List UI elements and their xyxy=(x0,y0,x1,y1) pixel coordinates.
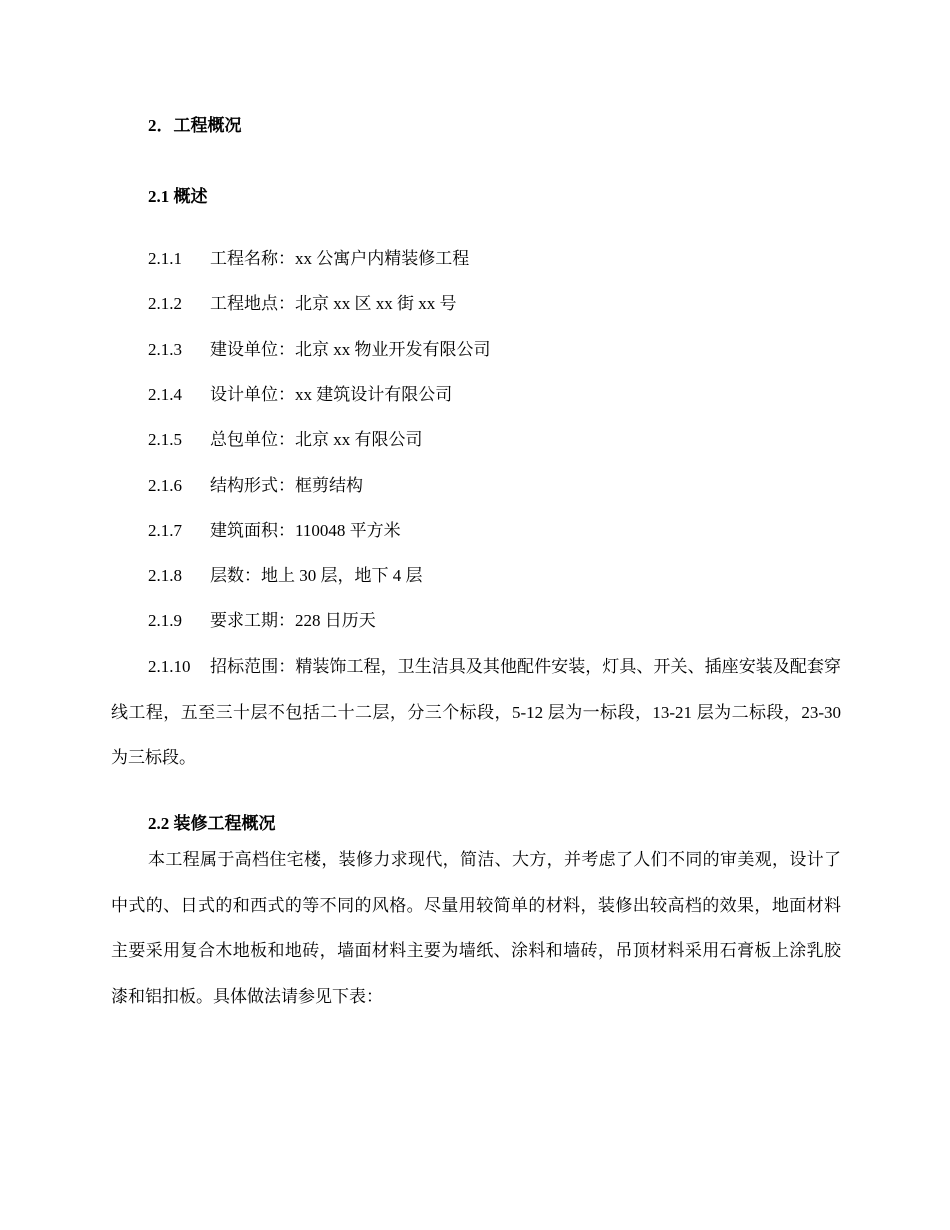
item-text: 总包单位：北京 xx 有限公司 xyxy=(210,430,423,449)
item-text: 工程地点：北京 xx 区 xx 街 xx 号 xyxy=(210,294,457,313)
section-heading-decoration: 2.2 装修工程概况 xyxy=(148,814,276,833)
chapter-heading: 2．工程概况 xyxy=(148,116,242,135)
item-number: 2.1.5 xyxy=(148,430,182,449)
list-item xyxy=(148,519,401,543)
item-number: 2.1.8 xyxy=(148,566,182,585)
item-number: 2.1.1 xyxy=(148,249,182,268)
item-number: 2.1.7 xyxy=(148,521,182,540)
item-number: 2.1.9 xyxy=(148,611,182,630)
item-text: 工程名称：xx 公寓户内精装修工程 xyxy=(210,249,470,268)
list-item xyxy=(148,474,363,498)
item-number: 2.1.3 xyxy=(148,340,182,359)
item-text: 层数：地上 30 层，地下 4 层 xyxy=(210,566,423,585)
item-text: 招标范围：精装饰工程，卫生洁具及其他配件安装，灯具、开关、插座安装及配套穿线工程，五至三十层不包括二十二层，分三个标段，5-12 层为一标段，13-21 层为二标段，23-30 为三标段。 xyxy=(111,657,841,767)
item-number: 2.1.4 xyxy=(148,385,182,404)
item-number: 2.1.2 xyxy=(148,294,182,313)
scope-paragraph xyxy=(111,644,841,781)
list-item xyxy=(148,247,469,271)
item-text: 建筑面积：110048 平方米 xyxy=(210,521,401,540)
item-text: 建设单位：北京 xx 物业开发有限公司 xyxy=(210,340,491,359)
list-item xyxy=(148,564,423,588)
list-item xyxy=(148,428,423,452)
item-text: 结构形式：框剪结构 xyxy=(210,476,363,495)
item-text: 设计单位：xx 建筑设计有限公司 xyxy=(210,385,453,404)
list-item xyxy=(148,609,376,633)
list-item xyxy=(148,338,491,362)
body-paragraph: 本工程属于高档住宅楼，装修力求现代，简洁、大方，并考虑了人们不同的审美观，设计了中式的、日式的和西式的等不同的风格。尽量用较简单的材料，装修出较高档的效果，地面材料主要采用复合木地板和地砖，墙面材料主要为墙纸、涂料和墙砖，吊顶材料采用石膏板上涂乳胶漆和铝扣板。具体做法请参见下表： xyxy=(111,850,841,1006)
item-number: 2.1.10 xyxy=(148,657,191,676)
item-number: 2.1.6 xyxy=(148,476,182,495)
list-item xyxy=(148,292,457,316)
list-item xyxy=(148,383,452,407)
section-heading-overview: 2.1 概述 xyxy=(148,187,208,206)
item-text: 要求工期：228 日历天 xyxy=(210,611,376,630)
